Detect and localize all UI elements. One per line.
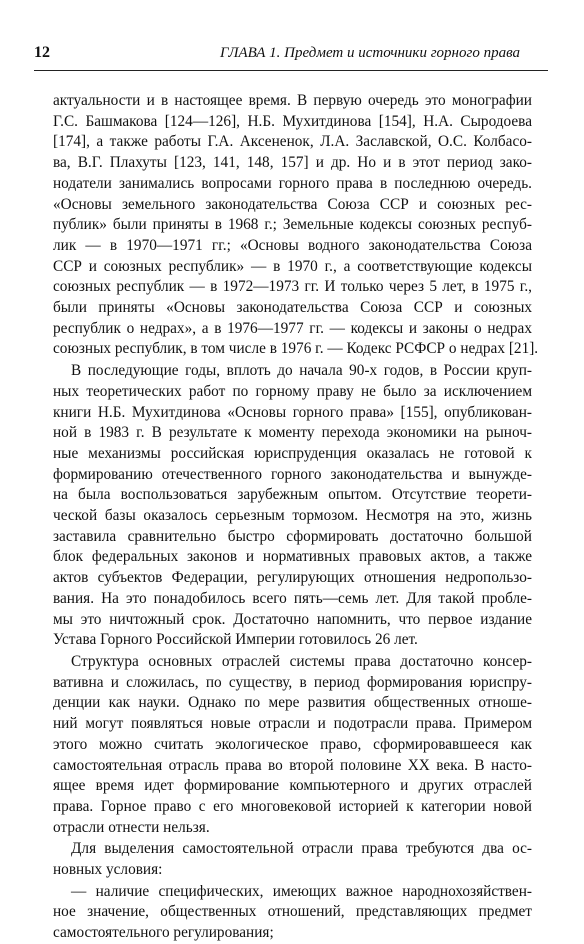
text-line: самостоятельного регулирования;: [53, 924, 274, 942]
text-line: мы это ничтожный срок. Достаточно напомнить, что первое издание: [53, 610, 532, 628]
page-header: [34, 40, 548, 66]
text-line: В последующие годы, вплоть до начала 90-х годов, в России круп-: [71, 362, 532, 380]
text-line: были приняты «Основы законодательства Союза ССР и союзных: [53, 299, 532, 317]
paragraph: [53, 361, 532, 651]
text-line: права. Горное право с его многовековой историей к категории новой: [53, 797, 532, 815]
text-line: лик — в 1970—1971 гг.; «Основы водного законодательства Союза: [53, 236, 532, 254]
body-text: [53, 91, 539, 944]
text-line: ческой базы оказалось серьезным тормозом. Несмотря на это, жизнь: [53, 507, 532, 525]
text-line: ных теоретических работ по горному праву не было за исключением: [53, 382, 532, 400]
text-line: ящее время идет формирование компьютерного и других отраслей: [53, 777, 532, 795]
text-line: Структура основных отраслей системы права достаточно консер-: [71, 652, 532, 670]
text-line: [174], а также работы Г.А. Аксененок, Л.А. Заславской, О.С. Колбасо-: [53, 133, 532, 151]
text-line: «Основы земельного законодательства Союза ССР и союзных рес-: [53, 195, 532, 213]
text-line: на была воспользоваться зарубежным опытом. Отсутствие теорети-: [53, 486, 532, 504]
paragraph: [53, 839, 532, 880]
text-line: публик» были приняты в 1968 г.; Земельные кодексы союзных респуб-: [53, 216, 532, 234]
text-line: денции как науки. Однако по мере развития общественных отноше-: [53, 694, 532, 712]
text-line: Для выделения самостоятельной отрасли права требуются два ос-: [71, 840, 532, 858]
text-line: союзных республик, в том числе в 1976 г. — Кодекс РСФСР о недрах [21].: [53, 340, 539, 358]
page-number: 12: [34, 44, 50, 61]
running-title: ГЛАВА 1. Предмет и источники горного права: [220, 45, 520, 61]
text-line: этого можно считать экологическое право, сформировавшееся как: [53, 735, 532, 753]
text-line: ные механизмы российская юриспруденция оказалась не готовой к: [53, 444, 532, 462]
text-line: ва, В.Г. Плахуты [123, 141, 148, 157] и др. Но и в этот период зако-: [53, 154, 532, 172]
text-line: Г.С. Башмакова [124—126], Н.Б. Мухитдинова [154], Н.А. Сыродоева: [53, 112, 532, 130]
text-line: ной в 1983 г. В результате к моменту перехода экономики на рыноч-: [53, 424, 532, 442]
text-line: ССР и союзных республик» — в 1970 г., а соответствующие кодексы: [53, 257, 532, 275]
paragraph: [53, 882, 532, 944]
text-line: вативна и сложилась, по существу, в период формирования юриспру-: [53, 673, 532, 691]
text-line: актуальности и в настоящее время. В первую очередь это монографии: [53, 92, 532, 109]
text-line: актов субъектов Федерации, регулирующих отношения недропользо-: [53, 569, 532, 587]
text-line: нодатели занимались вопросами горного права в последнюю очередь.: [53, 174, 532, 192]
text-line: блок федеральных законов и нормативных правовых актов, а также: [53, 548, 532, 566]
text-line: ное значение, общественных отношений, представляющих предмет: [53, 903, 532, 921]
text-line: книги Н.Б. Мухитдинова «Основы горного права» [155], опубликован-: [53, 403, 532, 421]
paragraph: [53, 91, 539, 360]
text-line: республик о недрах», а в 1976—1977 гг. — кодексы и законы о недрах: [53, 319, 532, 337]
text-line: союзных республик — в 1972—1973 гг. И только через 5 лет, в 1975 г.,: [53, 278, 532, 296]
text-line: — наличие специфических, имеющих важное народнохозяйствен-: [71, 882, 532, 900]
text-line: формированию отечественного горного законодательства и вынужде-: [53, 465, 532, 483]
text-line: вания. На это понадобилось всего пять—семь лет. Для такой пробле-: [53, 589, 532, 607]
text-line: ний могут появляться новые отрасли и подотрасли права. Примером: [53, 715, 532, 733]
paragraph: [53, 652, 532, 838]
text-line: Устава Горного Российской Империи готовилось 26 лет.: [53, 631, 418, 649]
text-line: отрасли отнести нельзя.: [53, 818, 210, 836]
header-rule: [34, 70, 548, 71]
text-line: заставила сравнительно быстро сформировать достаточно большой: [53, 527, 532, 545]
text-line: самостоятельная отрасль права во второй половине XX века. В насто-: [53, 756, 532, 774]
text-line: новных условия:: [53, 861, 163, 879]
